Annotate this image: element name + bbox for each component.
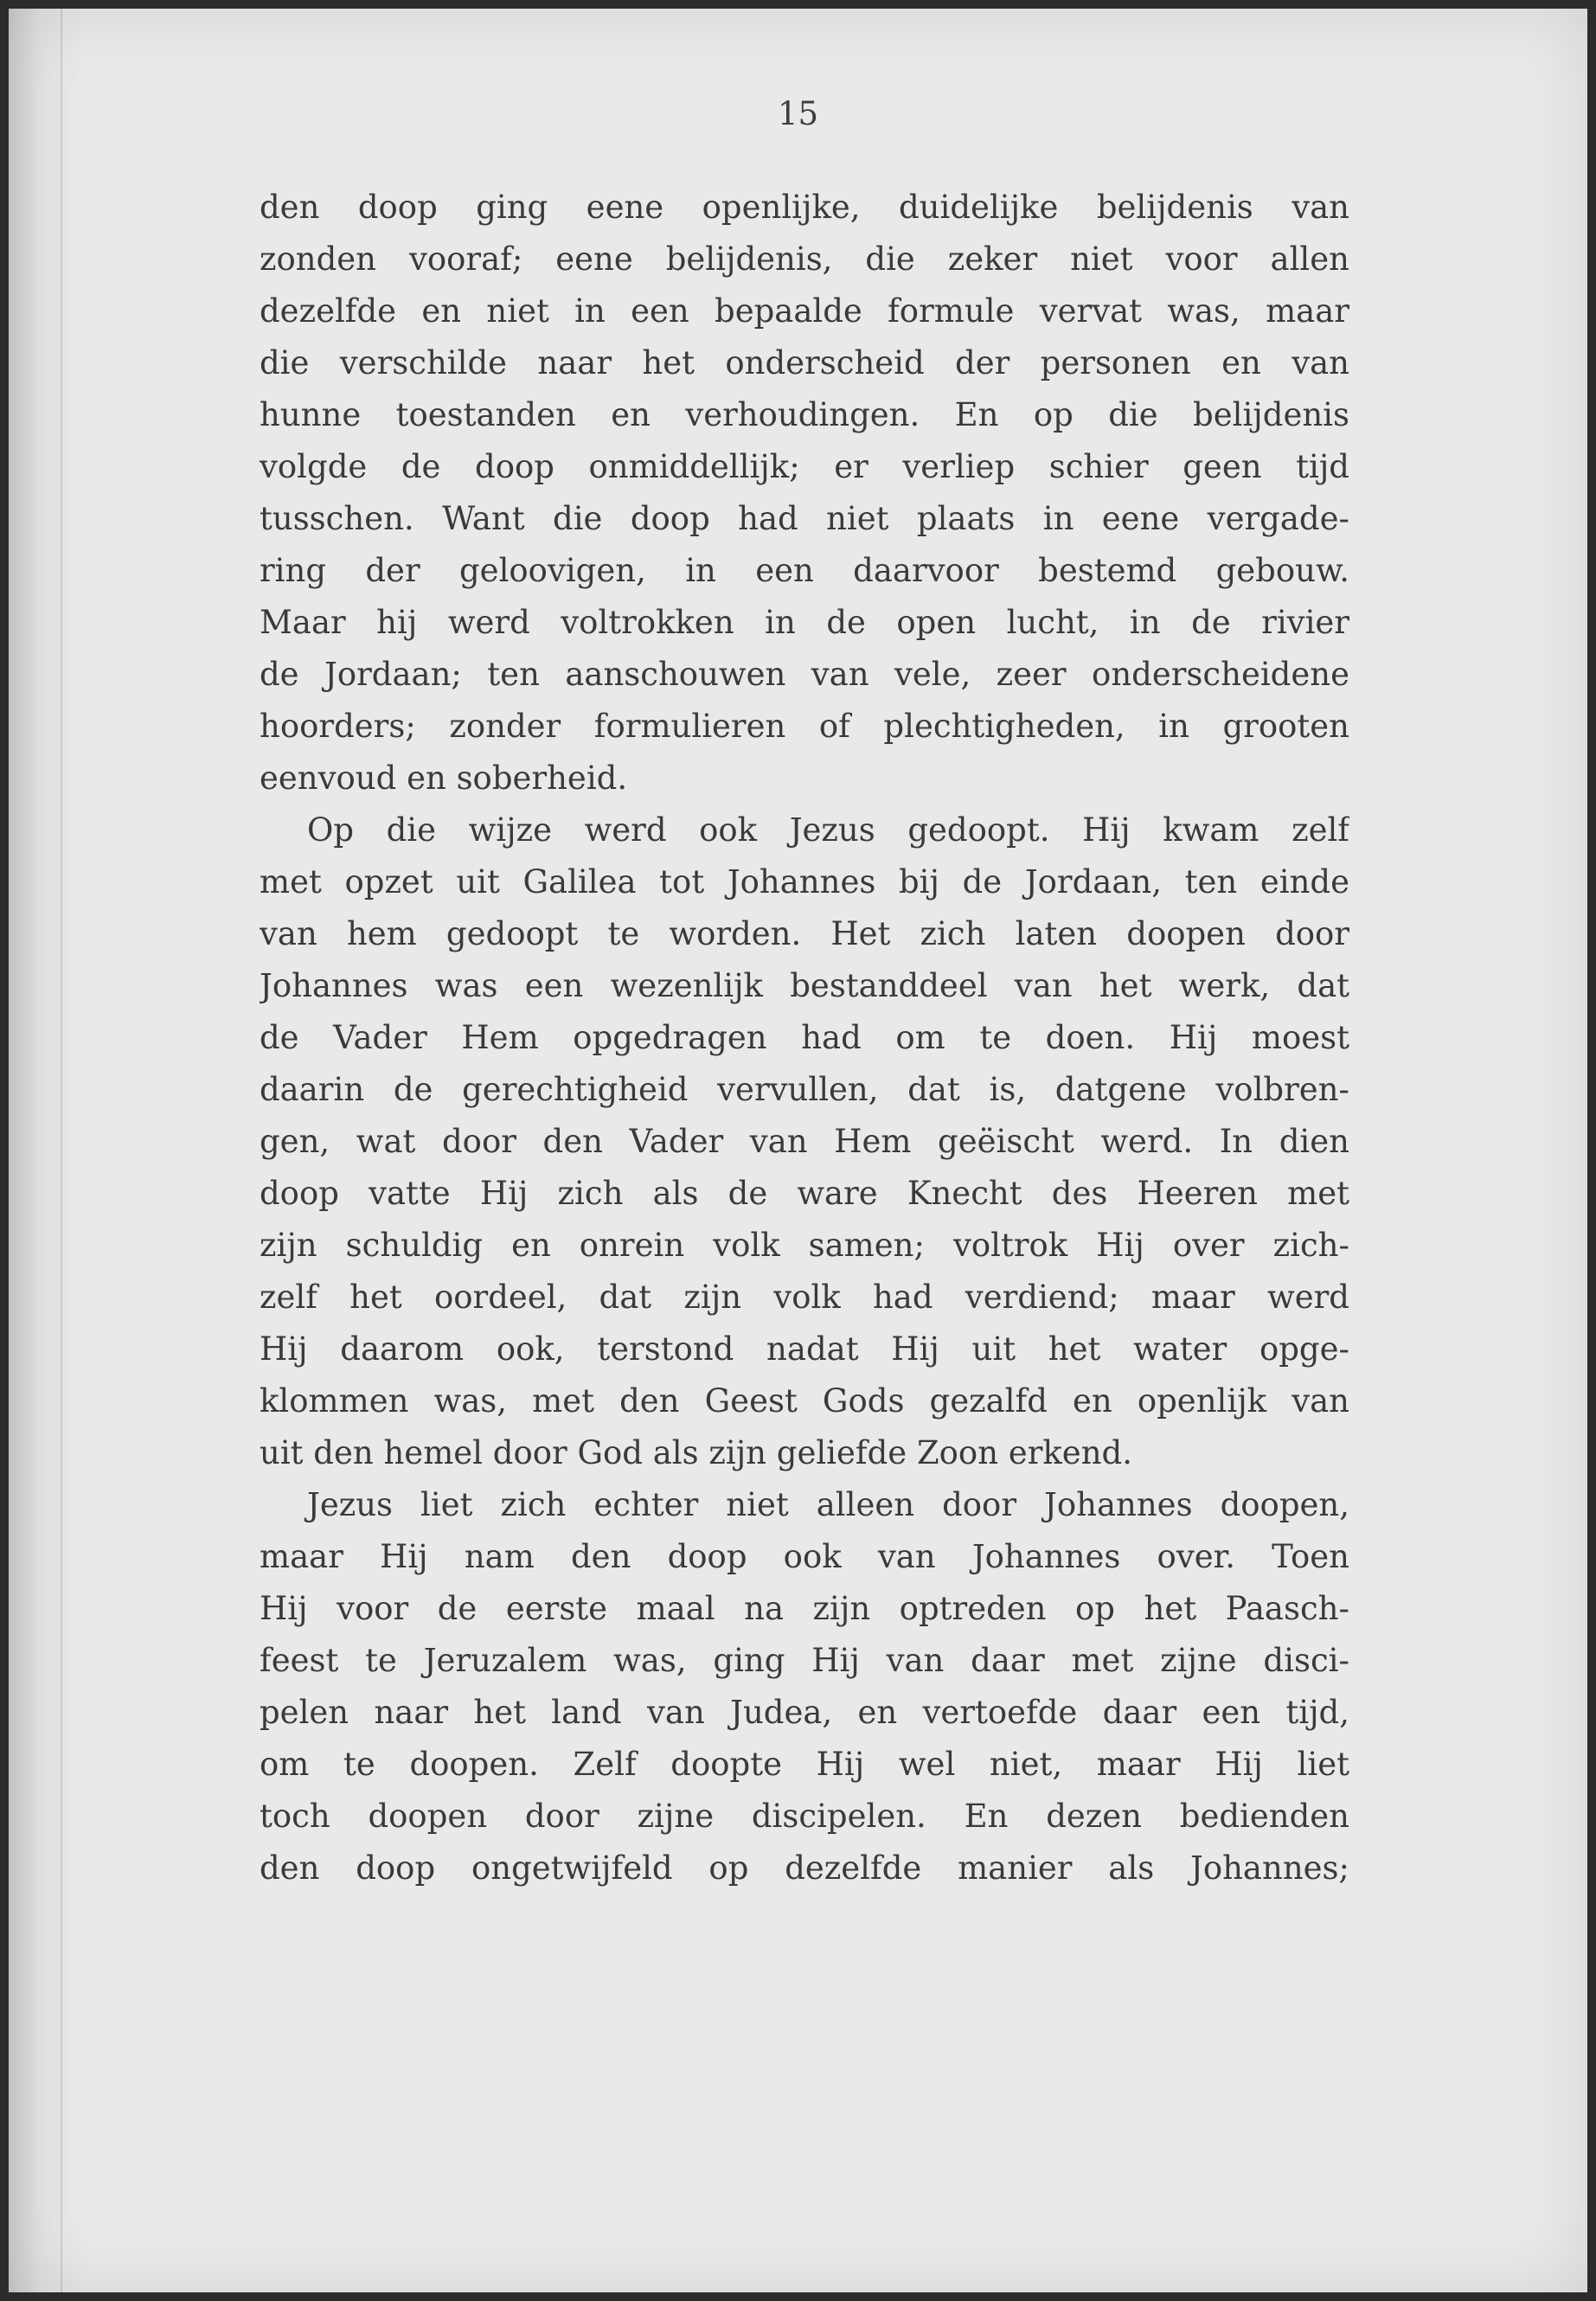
text-line: toch doopen door zijne discipelen. En dezen bedienden — [260, 1798, 1349, 1835]
body-text — [260, 182, 1349, 1894]
text-line: klommen was, met den Geest Gods gezalfd en openlijk van — [260, 1382, 1349, 1420]
text-line: feest te Jeruzalem was, ging Hij van daar met zijne disci- — [260, 1642, 1349, 1679]
text-line: Hij daarom ook, terstond nadat Hij uit het water opge- — [260, 1330, 1349, 1368]
text-line: van hem gedoopt te worden. Het zich laten doopen door — [260, 915, 1349, 952]
paragraph-end-line: eenvoud en soberheid. — [260, 760, 628, 797]
text-line: gen, wat door den Vader van Hem geëischt werd. In dien — [260, 1123, 1349, 1160]
page-number: 15 — [777, 95, 819, 132]
paragraph-start-line: Jezus liet zich echter niet alleen door Johannes doopen, — [307, 1486, 1349, 1523]
paragraph-end-line: uit den hemel door God als zijn geliefde Zoon erkend. — [260, 1434, 1132, 1471]
text-line: tusschen. Want die doop had niet plaats in eene vergade- — [260, 500, 1349, 537]
text-line: hoorders; zonder formulieren of plechtigheden, in grooten — [260, 708, 1349, 745]
text-line: de Jordaan; ten aanschouwen van vele, zeer onderscheidene — [260, 656, 1349, 693]
text-line: volgde de doop onmiddellijk; er verliep schier geen tijd — [260, 448, 1349, 485]
text-line: pelen naar het land van Judea, en vertoefde daar een tijd, — [260, 1694, 1349, 1731]
text-line: daarin de gerechtigheid vervullen, dat is, datgene volbren- — [260, 1071, 1349, 1108]
page-spine-line — [61, 9, 62, 2292]
text-line: doop vatte Hij zich als de ware Knecht des Heeren met — [260, 1175, 1349, 1212]
text-line: die verschilde naar het onderscheid der personen en van — [260, 344, 1349, 381]
text-line: zelf het oordeel, dat zijn volk had verdiend; maar werd — [260, 1279, 1349, 1316]
text-line: Maar hij werd voltrokken in de open lucht, in de rivier — [260, 604, 1349, 641]
text-line: den doop ging eene openlijke, duidelijke belijdenis van — [260, 189, 1349, 226]
text-line: met opzet uit Galilea tot Johannes bij de Jordaan, ten einde — [260, 863, 1349, 901]
text-line: de Vader Hem opgedragen had om te doen. Hij moest — [260, 1019, 1349, 1056]
text-line: zijn schuldig en onrein volk samen; voltrok Hij over zich- — [260, 1227, 1349, 1264]
text-line: maar Hij nam den doop ook van Johannes over. Toen — [260, 1538, 1349, 1575]
text-line: ring der geloovigen, in een daarvoor bestemd gebouw. — [260, 552, 1349, 589]
text-line: hunne toestanden en verhoudingen. En op die belijdenis — [260, 396, 1349, 433]
text-line: Hij voor de eerste maal na zijn optreden op het Paasch- — [260, 1590, 1349, 1627]
page-spine-shadow — [9, 9, 87, 2292]
text-line: om te doopen. Zelf doopte Hij wel niet, maar Hij liet — [260, 1746, 1349, 1783]
text-line: Johannes was een wezenlijk bestanddeel van het werk, dat — [260, 967, 1349, 1004]
text-line: den doop ongetwijfeld op dezelfde manier als Johannes; — [260, 1849, 1349, 1887]
text-line: zonden vooraf; eene belijdenis, die zeker niet voor allen — [260, 240, 1349, 278]
paragraph-start-line: Op die wijze werd ook Jezus gedoopt. Hij kwam zelf — [307, 811, 1349, 849]
text-line: dezelfde en niet in een bepaalde formule vervat was, maar — [260, 292, 1349, 330]
